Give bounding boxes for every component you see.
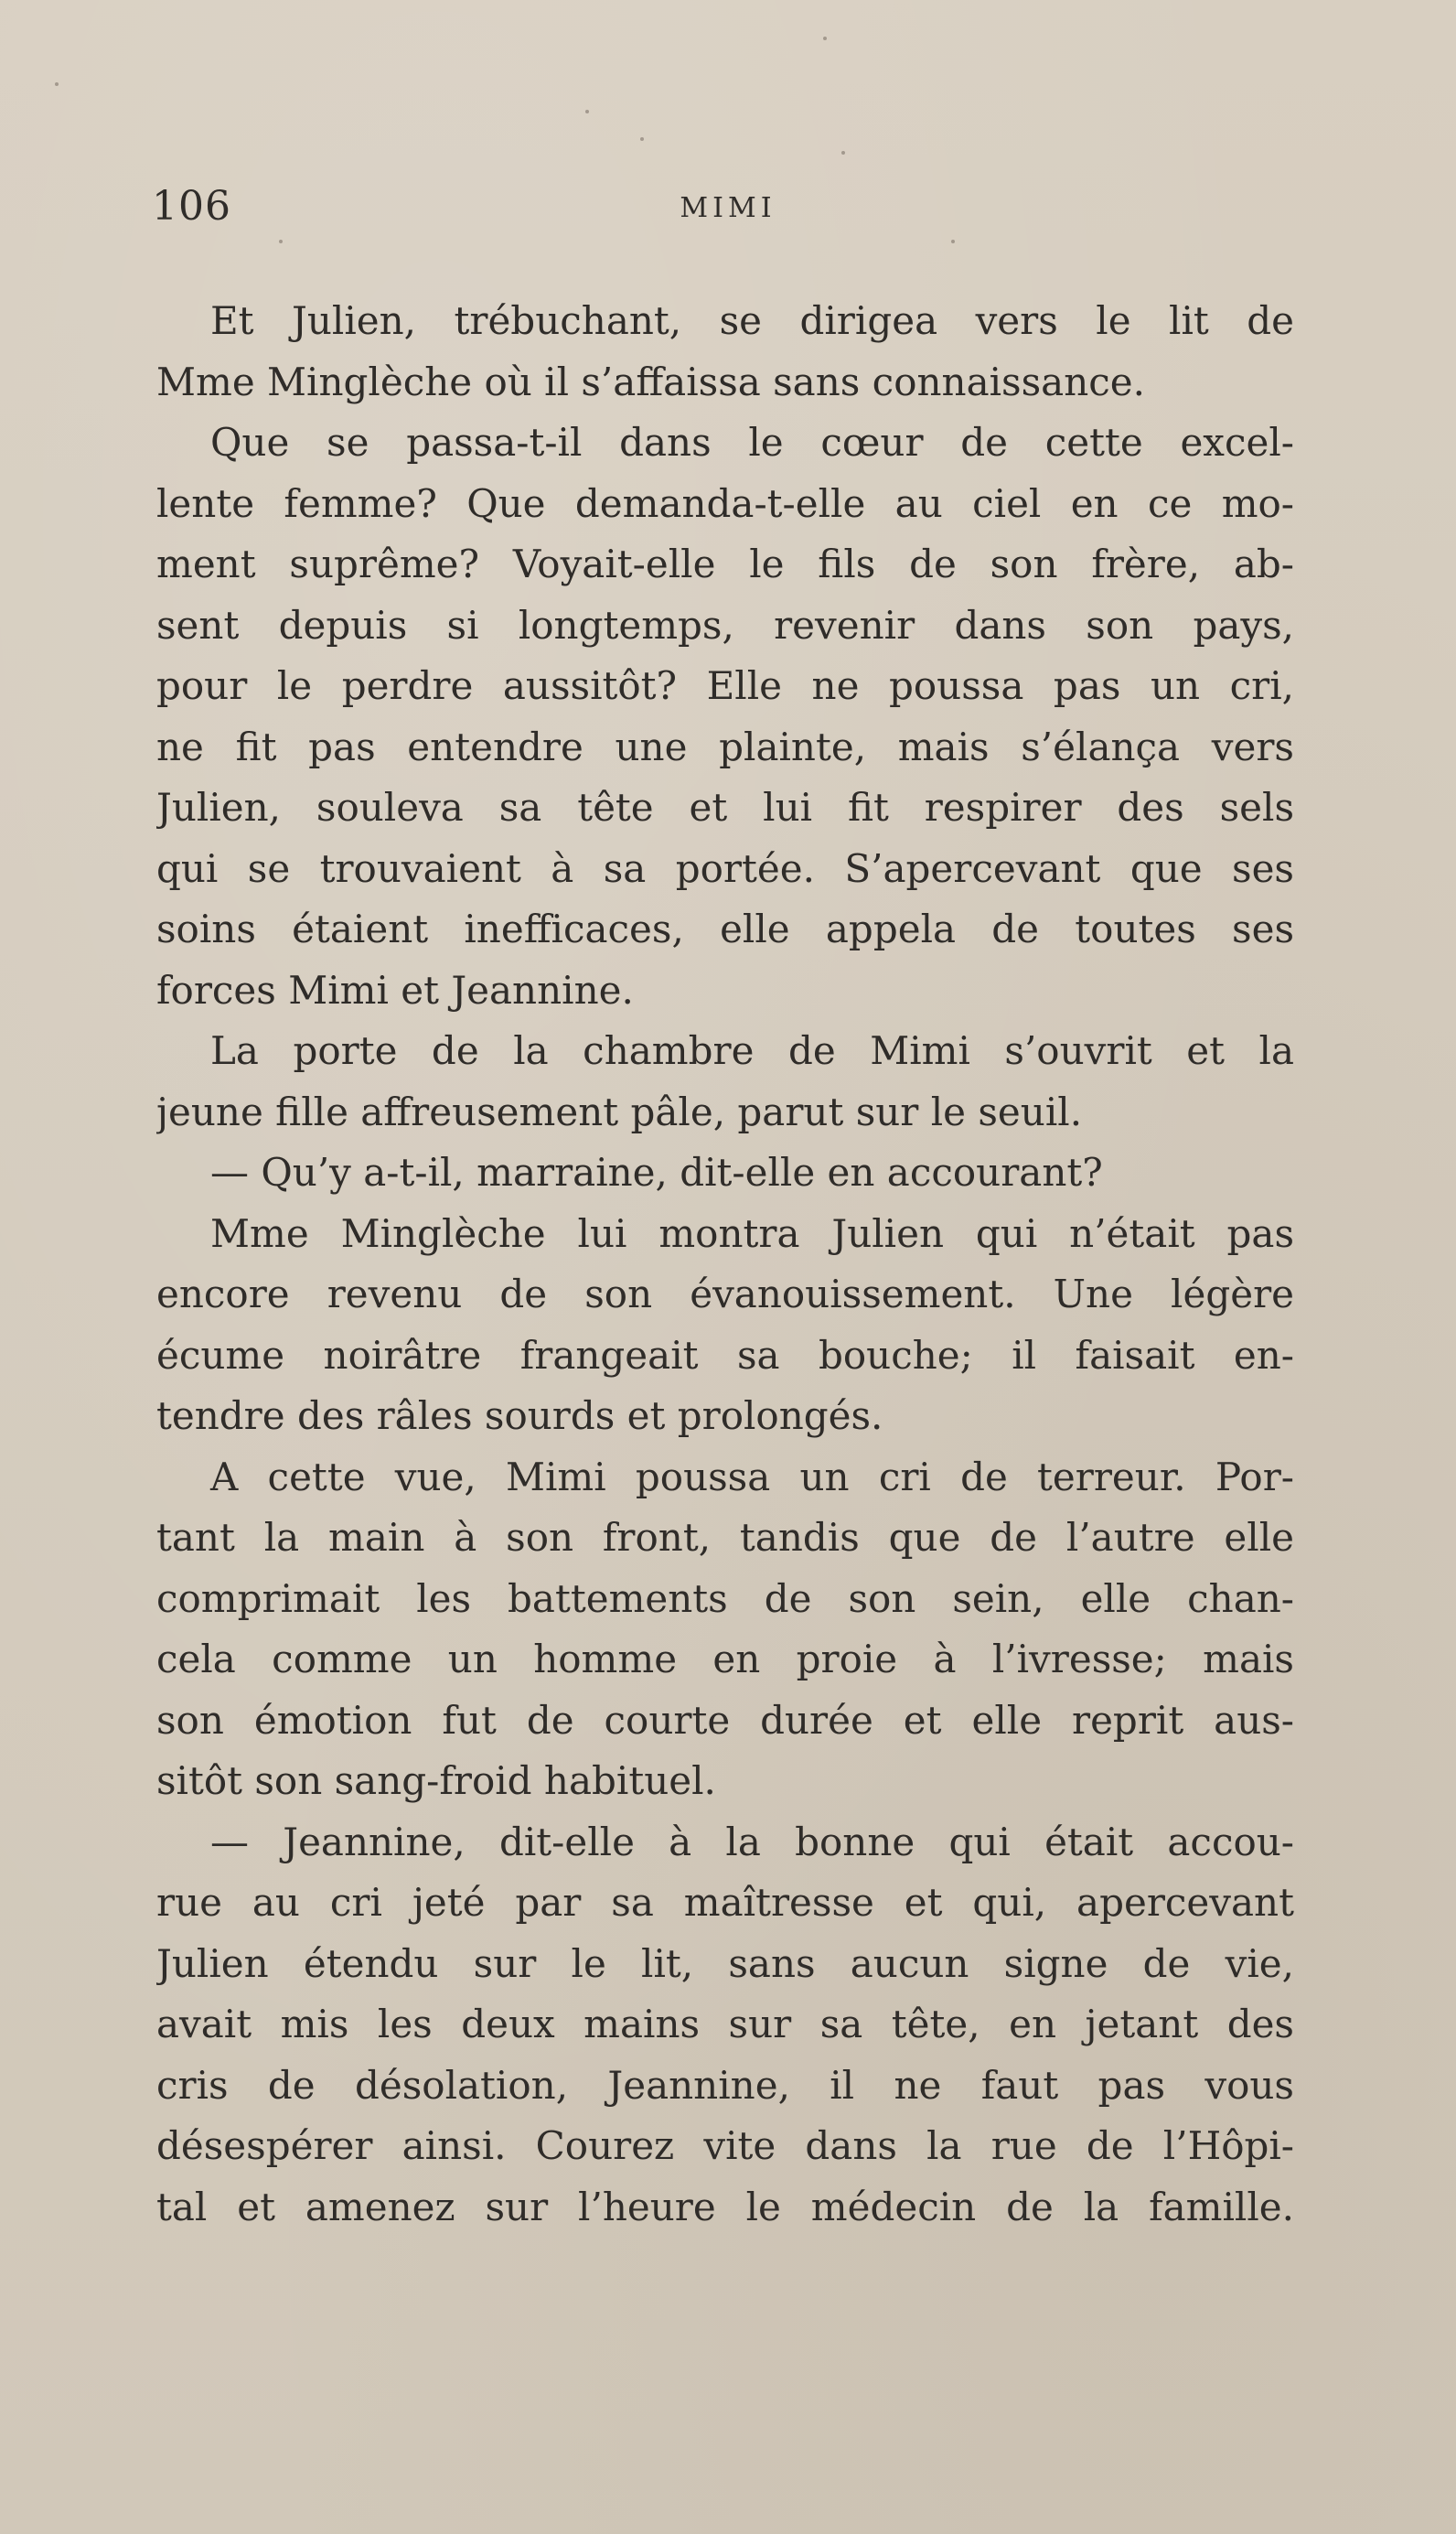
running-head: MIMI [680, 192, 776, 224]
page-number: 106 [152, 183, 231, 230]
text-line: rue au cri jeté par sa maîtresse et qui, apercevant [156, 1880, 1294, 1925]
text-line: Mme Minglèche lui montra Julien qui n’était pas [210, 1210, 1294, 1256]
text-line: forces Mimi et Jeannine. [156, 967, 634, 1013]
text-line: Et Julien, trébuchant, se dirigea vers le lit de [210, 298, 1294, 343]
text-line: tal et amenez sur l’heure le médecin de la famille. [156, 2184, 1294, 2229]
text-line: La porte de la chambre de Mimi s’ouvrit et la [210, 1028, 1294, 1073]
text-line: — Qu’y a-t-il, marraine, dit-elle en accourant? [210, 1150, 1103, 1195]
text-line: encore revenu de son évanouissement. Une légère [156, 1272, 1294, 1316]
text-line: écume noirâtre frangeait sa bouche; il faisait en- [156, 1332, 1294, 1378]
text-line: sent depuis si longtemps, revenir dans son pays, [156, 602, 1294, 648]
text-line: qui se trouvaient à sa portée. S’apercevant que ses [156, 845, 1294, 891]
paper-speck [823, 37, 827, 40]
text-line: comprimait les battements de son sein, elle chan- [156, 1575, 1294, 1621]
text-line: désespérer ainsi. Courez vite dans la rue de l’Hôpi- [156, 2123, 1294, 2168]
text-line: Julien, souleva sa tête et lui fit respirer des sels [156, 785, 1294, 830]
text-line: jeune fille affreusement pâle, parut sur le seuil. [156, 1089, 1083, 1134]
paper-speck [640, 137, 644, 141]
text-line: son émotion fut de courte durée et elle reprit aus- [156, 1697, 1294, 1743]
paper-speck [279, 240, 283, 243]
text-line: A cette vue, Mimi poussa un cri de terreur. Por- [210, 1454, 1294, 1499]
text-line: cris de désolation, Jeannine, il ne faut pas vous [156, 2062, 1294, 2108]
paper-speck [55, 82, 59, 86]
text-line: pour le perdre aussitôt? Elle ne poussa pas un cri, [156, 663, 1294, 708]
text-line: sitôt son sang-froid habituel. [156, 1758, 716, 1803]
body-text [156, 291, 1294, 2267]
text-line: soins étaient inefficaces, elle appela de toutes ses [156, 907, 1294, 951]
text-line: Que se passa-t-il dans le cœur de cette excel- [210, 420, 1294, 465]
text-line: Mme Minglèche où il s’affaissa sans connaissance. [156, 359, 1145, 404]
text-line: ment suprême? Voyait-elle le fils de son frère, ab- [156, 542, 1294, 586]
page-header [0, 179, 1456, 234]
text-line: tant la main à son front, tandis que de l’autre elle [156, 1515, 1294, 1560]
text-line: Julien étendu sur le lit, sans aucun signe de vie, [156, 1940, 1294, 1986]
text-line: — Jeannine, dit-elle à la bonne qui était accou- [210, 1819, 1294, 1864]
text-line: lente femme? Que demanda-t-elle au ciel en ce mo- [156, 480, 1294, 526]
paper-speck [951, 240, 955, 243]
paper-speck [585, 110, 589, 113]
paper-speck [841, 151, 845, 155]
text-line: ne fit pas entendre une plainte, mais s’élança vers [156, 724, 1294, 769]
text-line: cela comme un homme en proie à l’ivresse; mais [156, 1637, 1294, 1681]
text-line: avait mis les deux mains sur sa tête, en jetant des [156, 2002, 1294, 2046]
text-line: tendre des râles sourds et prolongés. [156, 1393, 883, 1438]
